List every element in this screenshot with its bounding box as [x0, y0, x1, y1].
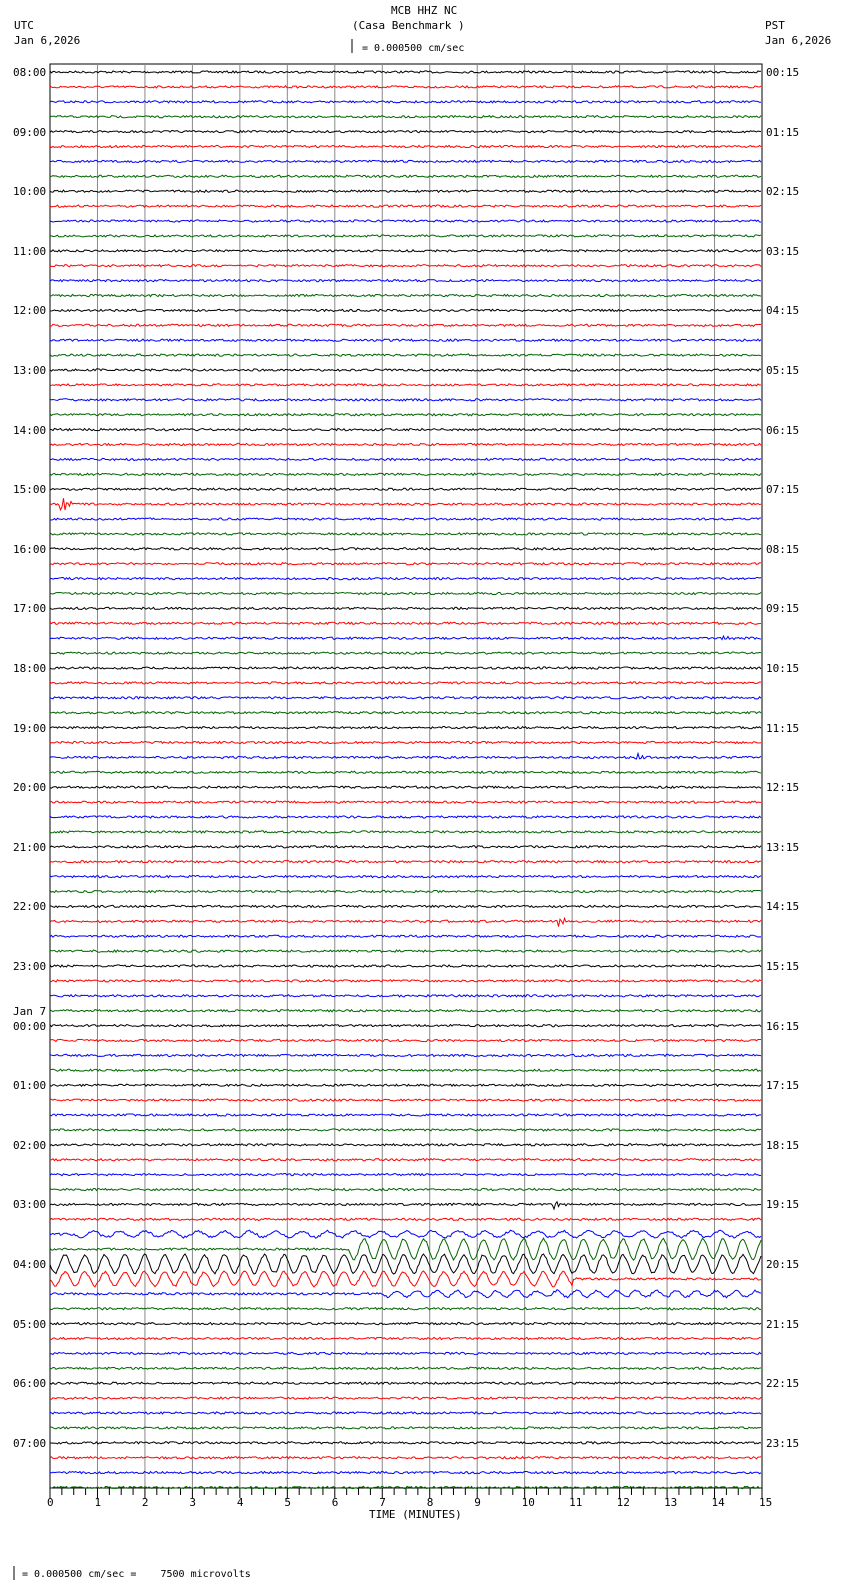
seismic-trace — [50, 265, 761, 267]
utc-hour-label: 06:00 — [13, 1377, 47, 1391]
pst-hour-label: 05:15 — [766, 364, 800, 377]
seismic-trace — [50, 965, 761, 967]
seismic-trace — [50, 324, 761, 326]
pst-hour-label: 23:15 — [766, 1436, 800, 1450]
seismic-trace — [50, 1323, 761, 1325]
x-tick-label: 5 — [284, 1496, 291, 1509]
utc-hour-label: 08:00 — [13, 66, 47, 79]
seismic-trace — [50, 1129, 761, 1131]
x-tick-label: 15 — [759, 1496, 773, 1509]
utc-hour-label: 14:00 — [13, 423, 47, 437]
seismic-trace — [50, 1010, 761, 1012]
seismic-trace — [50, 1114, 761, 1116]
seismic-trace — [50, 935, 761, 937]
x-tick-label: 2 — [141, 1496, 149, 1509]
utc-hour-label: 05:00 — [13, 1317, 47, 1331]
seismic-trace — [50, 741, 761, 743]
seismic-trace — [50, 1025, 761, 1027]
seismic-trace — [50, 1188, 761, 1190]
utc-hour-label: 20:00 — [13, 781, 47, 795]
seismic-trace — [50, 1271, 761, 1287]
seismic-trace — [50, 905, 761, 907]
utc-hour-label: 01:00 — [13, 1079, 47, 1093]
seismic-trace — [50, 414, 761, 416]
seismic-trace — [50, 1442, 761, 1444]
x-tick-label: 7 — [379, 1496, 386, 1509]
seismic-trace — [50, 131, 761, 133]
x-tick-label: 13 — [664, 1496, 678, 1509]
seismic-trace — [50, 443, 761, 445]
seismic-trace — [50, 816, 761, 818]
footer-scale: = 0.000500 cm/sec = 7500 microvolts — [22, 1569, 251, 1580]
seismic-trace — [50, 727, 761, 729]
seismic-trace — [50, 801, 761, 803]
utc-hour-label: 23:00 — [13, 960, 47, 973]
pst-hour-label: 11:15 — [766, 721, 800, 735]
seismic-trace — [50, 918, 761, 926]
utc-hour-label: 21:00 — [13, 840, 47, 854]
seismic-trace — [50, 636, 761, 640]
seismic-trace — [50, 1159, 761, 1161]
seismic-trace — [50, 354, 761, 356]
x-axis-label: TIME (MINUTES) — [369, 1508, 462, 1521]
station-title: MCB HHZ NC — [391, 4, 458, 17]
pst-hour-label: 03:15 — [766, 244, 800, 258]
seismic-trace — [50, 250, 761, 252]
seismic-trace — [50, 1099, 761, 1101]
seismic-trace — [50, 578, 761, 580]
x-tick-label: 0 — [47, 1496, 54, 1509]
seismic-trace — [50, 995, 761, 997]
x-tick-label: 10 — [521, 1496, 535, 1509]
seismic-trace — [50, 518, 761, 520]
utc-hour-label: 03:00 — [13, 1198, 47, 1212]
seismic-trace — [50, 1039, 761, 1041]
seismic-trace — [50, 771, 761, 773]
seismic-trace — [50, 652, 761, 654]
seismic-trace — [50, 1218, 761, 1220]
seismic-trace — [50, 950, 761, 952]
pst-hour-label: 01:15 — [766, 125, 800, 139]
seismic-trace — [50, 220, 761, 222]
utc-label: UTC — [14, 19, 34, 32]
seismic-trace — [50, 235, 761, 237]
seismic-trace — [50, 1084, 761, 1086]
seismic-trace — [50, 1457, 761, 1459]
site-name: (Casa Benchmark ) — [352, 19, 465, 32]
seismic-trace — [50, 548, 761, 550]
seismic-trace — [50, 294, 761, 296]
pst-hour-label: 22:15 — [766, 1377, 800, 1391]
seismic-trace — [50, 831, 761, 833]
pst-hour-label: 16:15 — [766, 1019, 800, 1033]
x-tick-label: 4 — [236, 1496, 244, 1509]
pst-hour-label: 15:15 — [766, 960, 800, 973]
x-tick-label: 6 — [331, 1496, 339, 1509]
seismic-trace — [50, 458, 761, 460]
utc-hour-label: 15:00 — [13, 483, 47, 497]
pst-hour-label: 07:15 — [766, 483, 800, 497]
utc-hour-label: 10:00 — [13, 185, 47, 199]
seismic-trace — [50, 1412, 761, 1414]
seismic-trace — [50, 1174, 761, 1176]
seismic-trace — [50, 1472, 761, 1474]
pst-hour-label: 09:15 — [766, 602, 800, 616]
seismic-trace — [50, 339, 761, 341]
x-tick-label: 12 — [616, 1496, 630, 1509]
pst-hour-label: 20:15 — [766, 1258, 800, 1271]
utc-hour-label: 11:00 — [13, 244, 47, 258]
seismic-trace — [50, 1202, 761, 1209]
utc-date: Jan 6,2026 — [14, 34, 81, 47]
seismic-trace — [50, 697, 761, 699]
seismic-trace — [50, 399, 761, 401]
seismic-trace — [50, 101, 761, 103]
scale-label: = 0.000500 cm/sec — [362, 43, 465, 54]
seismic-trace — [50, 473, 761, 475]
utc-hour-label: 12:00 — [13, 304, 47, 318]
seismic-trace — [50, 1367, 761, 1369]
seismic-trace — [50, 592, 761, 594]
seismic-trace — [50, 682, 761, 684]
utc-hour-label: 09:00 — [13, 125, 47, 139]
pst-hour-label: 17:15 — [766, 1079, 800, 1093]
seismic-trace — [50, 1308, 761, 1310]
x-tick-label: 11 — [569, 1496, 583, 1509]
pst-hour-label: 10:15 — [766, 662, 800, 675]
pst-hour-label: 18:15 — [766, 1138, 800, 1152]
seismic-trace — [50, 754, 761, 760]
seismic-trace — [50, 498, 761, 510]
seismic-trace — [50, 1144, 761, 1146]
utc-hour-label: 18:00 — [13, 662, 47, 675]
utc-hour-label: 04:00 — [13, 1258, 47, 1271]
seismic-trace — [50, 533, 761, 535]
x-tick-label: 14 — [711, 1496, 725, 1509]
utc-hour-label: 07:00 — [13, 1436, 47, 1450]
pst-hour-label: 06:15 — [766, 423, 800, 437]
seismic-trace — [50, 1069, 761, 1071]
seismic-trace — [50, 876, 761, 878]
seismic-trace — [50, 145, 761, 147]
x-tick-label: 1 — [94, 1496, 102, 1509]
seismic-trace — [50, 190, 761, 192]
pst-hour-label: 14:15 — [766, 900, 800, 914]
seismic-trace — [50, 1290, 761, 1298]
seismic-trace — [50, 1230, 761, 1238]
seismic-trace — [50, 1352, 761, 1354]
utc-hour-label: 19:00 — [13, 721, 47, 735]
seismic-trace — [50, 607, 761, 609]
pst-hour-label: 19:15 — [766, 1198, 800, 1212]
pst-label: PST — [765, 19, 785, 32]
seismic-trace — [50, 890, 761, 892]
seismic-trace — [50, 205, 761, 207]
seismic-trace — [50, 1397, 761, 1399]
seismic-trace — [50, 1054, 761, 1056]
seismic-trace — [50, 86, 761, 88]
seismic-trace — [50, 980, 761, 982]
seismic-trace — [50, 384, 761, 386]
seismic-trace — [50, 160, 761, 162]
seismic-trace — [50, 309, 761, 311]
pst-hour-label: 12:15 — [766, 781, 800, 795]
pst-hour-label: 00:15 — [766, 66, 800, 79]
pst-hour-label: 04:15 — [766, 304, 800, 318]
seismic-trace — [50, 861, 761, 863]
x-tick-label: 8 — [426, 1496, 434, 1509]
pst-hour-label: 02:15 — [766, 185, 800, 199]
seismic-trace — [50, 369, 761, 371]
pst-hour-label: 08:15 — [766, 542, 800, 556]
pst-hour-label: 21:15 — [766, 1317, 800, 1331]
seismic-trace — [50, 175, 761, 177]
utc-hour-label: 17:00 — [13, 602, 47, 616]
seismic-trace — [50, 786, 761, 788]
pst-date: Jan 6,2026 — [765, 34, 832, 47]
seismic-trace — [50, 280, 761, 282]
seismic-trace — [50, 429, 761, 431]
seismic-trace — [50, 667, 761, 669]
seismic-trace — [50, 846, 761, 848]
utc-hour-label: 00:00 — [13, 1019, 47, 1033]
utc-hour-label: 22:00 — [13, 900, 47, 914]
x-tick-label: 9 — [474, 1496, 481, 1509]
seismic-trace — [50, 563, 761, 565]
seismic-trace — [50, 116, 761, 118]
date-change-label: Jan 7 — [13, 1004, 47, 1018]
seismic-trace — [50, 71, 761, 73]
x-tick-label: 3 — [189, 1496, 197, 1509]
seismic-trace — [50, 1337, 761, 1339]
utc-hour-label: 16:00 — [13, 542, 47, 556]
pst-hour-label: 13:15 — [766, 840, 800, 854]
utc-hour-label: 13:00 — [13, 364, 47, 377]
seismic-trace — [50, 712, 761, 714]
utc-hour-label: 02:00 — [13, 1138, 47, 1152]
seismic-trace — [50, 488, 761, 490]
seismic-trace — [50, 1427, 761, 1429]
seismic-trace — [50, 1382, 761, 1384]
seismic-trace — [50, 622, 761, 624]
